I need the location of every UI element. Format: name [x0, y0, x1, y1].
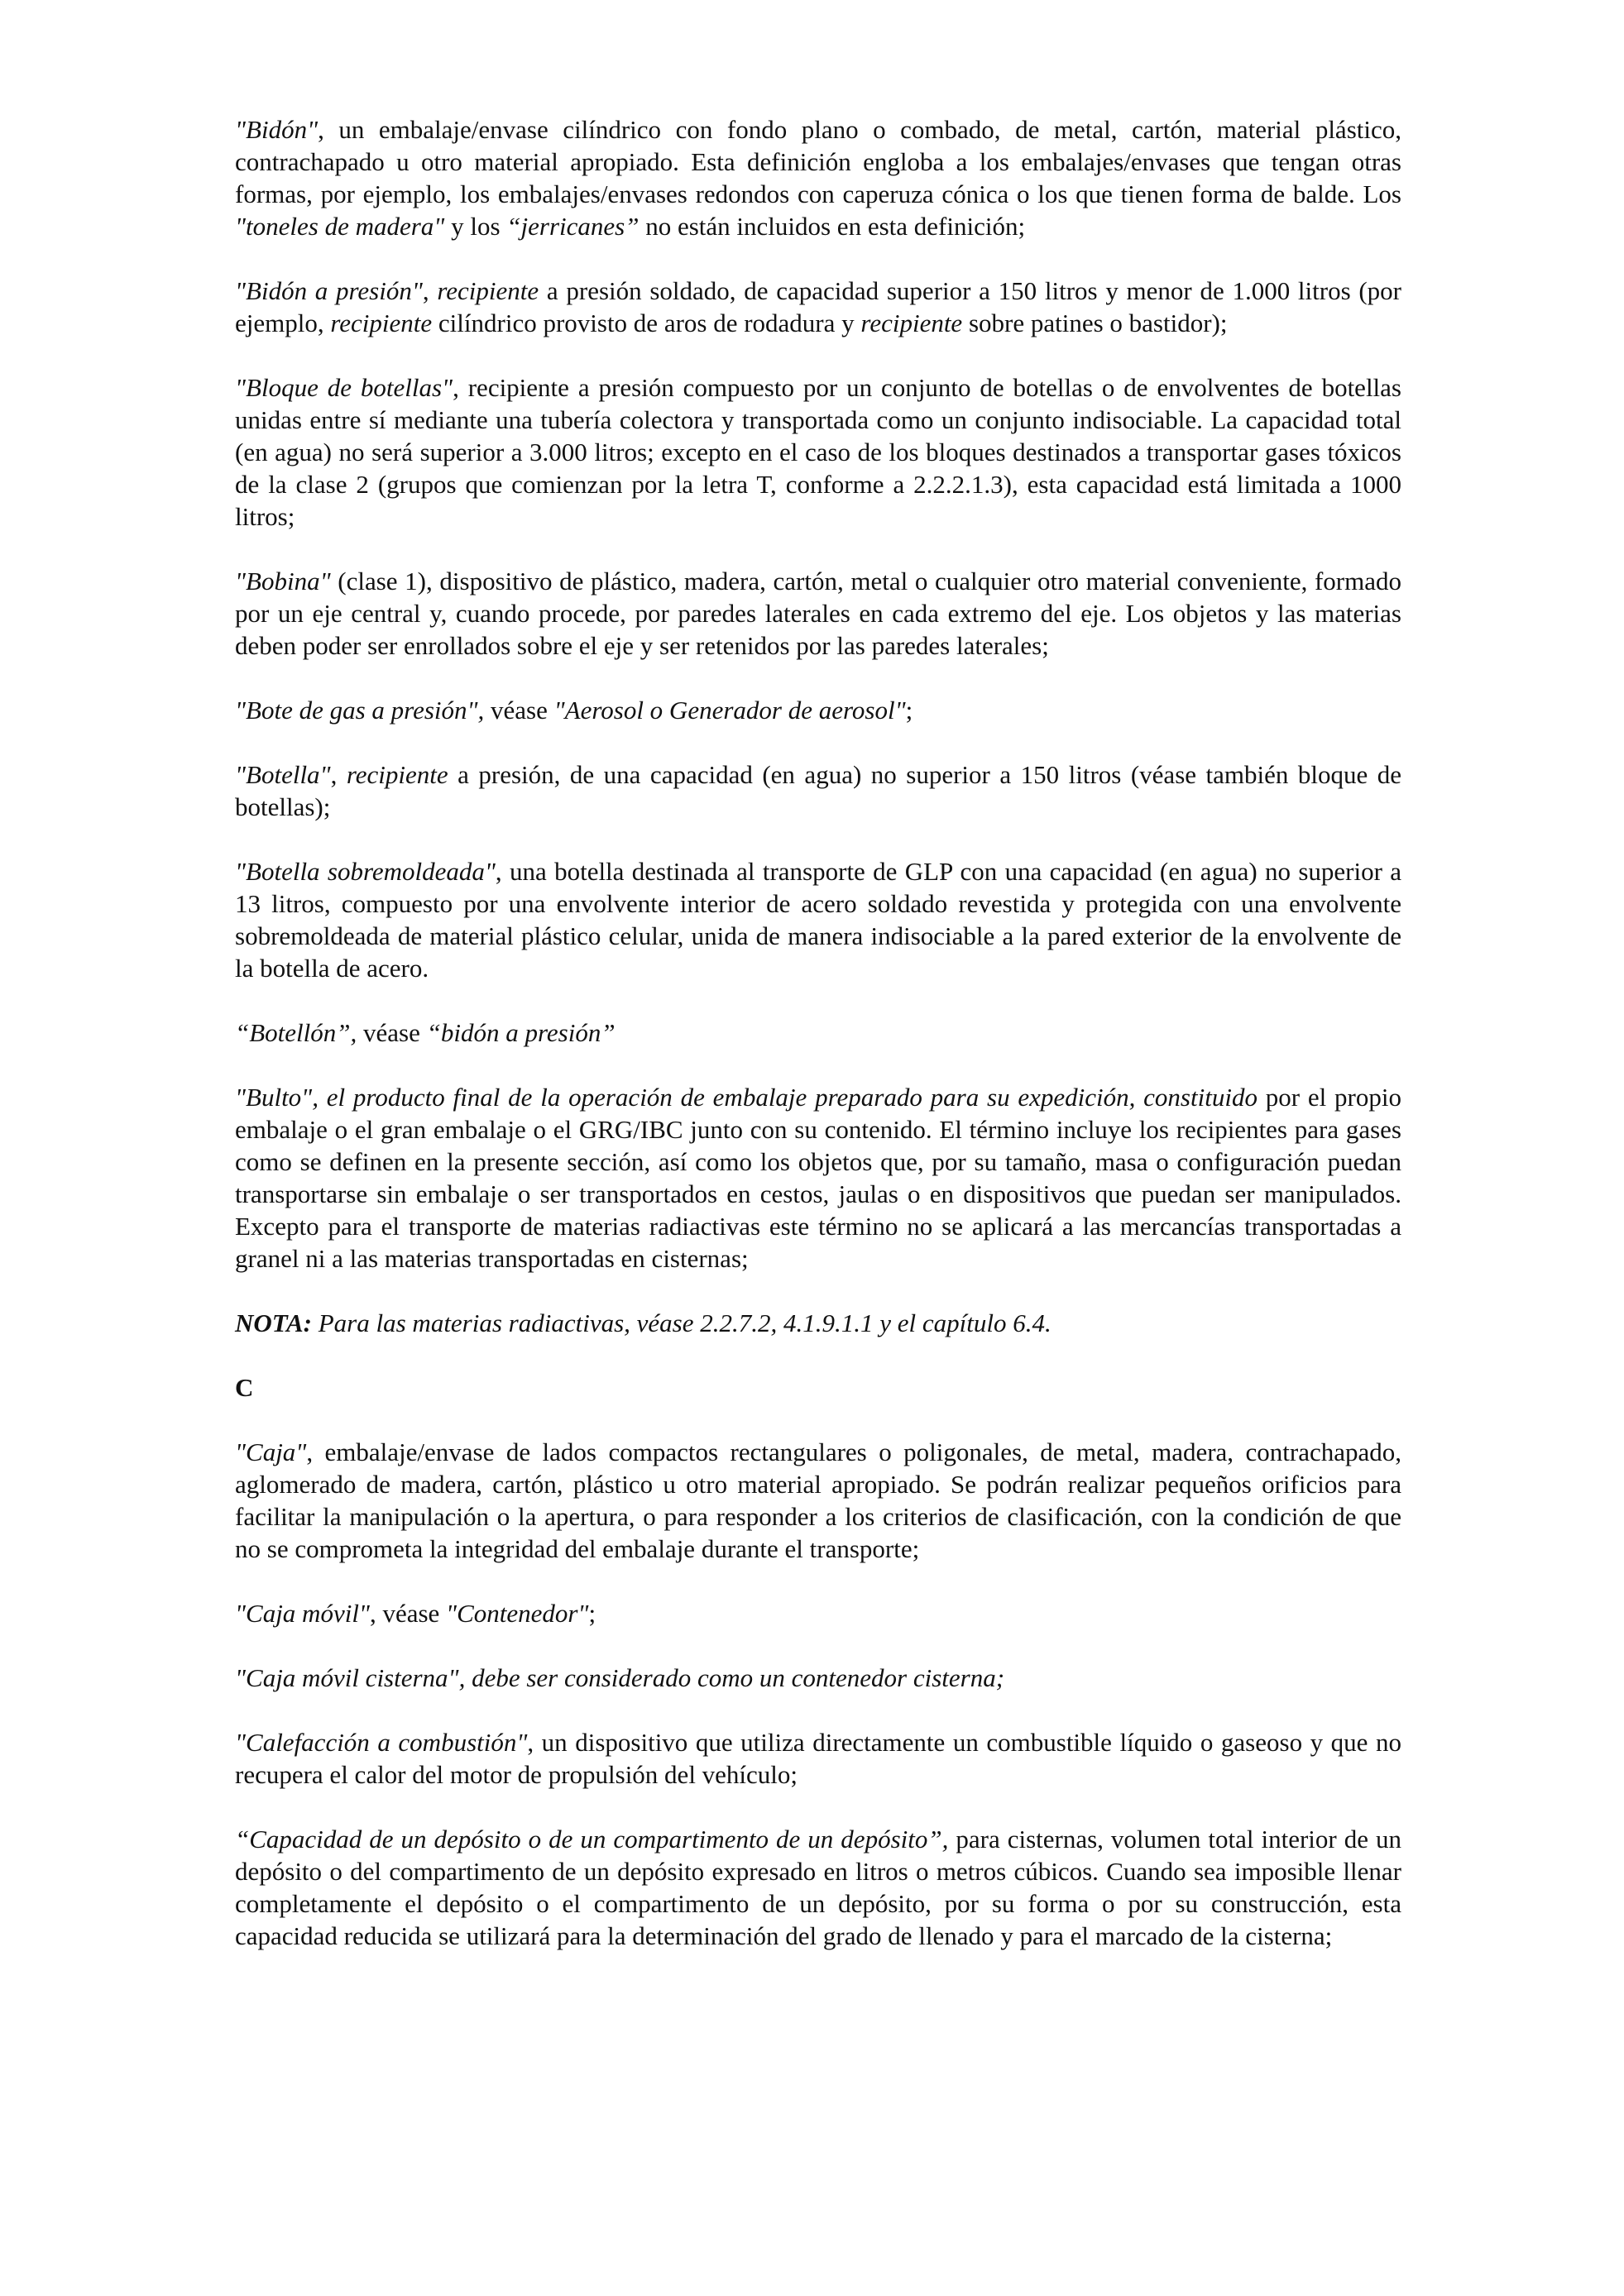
term-text: "Bobina": [235, 567, 331, 596]
term-text: recipiente: [437, 276, 539, 305]
term-text: "Calefacción a combustión": [235, 1728, 528, 1757]
definition-caja: [235, 1436, 1401, 1565]
definition-text: , un embalaje/envase cilíndrico con fondo plano o combado, de metal, cartón, material plástico, contrachapado u otro material apropiado. Esta definición engloba a los embalajes/envases que tengan otras formas, por ejemplo, los embalajes/envases redondos con caperuza cónica o los que tienen forma de balde. Los: [235, 115, 1401, 208]
definition-text: véase: [357, 1018, 427, 1047]
term-text: recipiente: [330, 309, 433, 337]
definition-nota: [235, 1307, 1401, 1339]
definition-bidon-a-presion: [235, 275, 1401, 339]
term-text: “bidón a presión”: [426, 1018, 616, 1047]
definition-caja-movil-cisterna: [235, 1662, 1401, 1694]
definition-text: para cisternas, volumen total interior de un depósito o del compartimento de un depósito expresado en litros o metros cúbicos. Cuando sea imposible llenar completamente el depósito o el compartimento de un depósito, por su forma o por su construcción, esta capacidad reducida se utilizará para la determinación del grado de llenado y para el marcado de la cisterna;: [235, 1825, 1401, 1950]
term-text: "Contenedor": [446, 1599, 589, 1628]
definition-text: ,: [330, 760, 347, 789]
term-text: "Caja": [235, 1437, 307, 1466]
term-text: Para las materias radiactivas, véase 2.2.7.2, 4.1.9.1.1 y el capítulo 6.4.: [312, 1308, 1052, 1337]
definition-botella-sobremoldeada: [235, 855, 1401, 984]
term-text: "Aerosol o Generador de aerosol": [553, 696, 906, 725]
definition-text: ;: [905, 696, 913, 725]
term-text: "Botella": [235, 760, 331, 789]
term-text: “jerricanes”: [506, 212, 640, 241]
definition-bloque-de-botellas: [235, 371, 1401, 533]
term-text: "toneles de madera": [235, 212, 445, 241]
definition-text: , véase: [369, 1599, 447, 1628]
definition-capacidad: [235, 1823, 1401, 1952]
definition-caja-movil: [235, 1597, 1401, 1629]
definition-text: no están incluidos en esta definición;: [639, 212, 1026, 241]
definition-text: , un dispositivo que utiliza directamente un combustible líquido o gaseoso y que no recupera el calor del motor de propulsión del vehículo;: [235, 1728, 1401, 1789]
definition-botellon: [235, 1016, 1401, 1049]
definitions-c: [235, 1436, 1401, 1952]
term-text: "Botella sobremoldeada": [235, 857, 496, 886]
term-text: “Botellón”,: [235, 1018, 357, 1047]
term-text: NOTA:: [235, 1308, 312, 1337]
definition-text: ,: [422, 276, 438, 305]
definition-botella: [235, 758, 1401, 823]
term-text: "Caja móvil": [235, 1599, 370, 1628]
term-text: "Bote de gas a presión",: [235, 696, 485, 725]
term-text: "Bulto", el producto final de la operación de embalaje preparado para su expedición, constituido: [235, 1083, 1258, 1112]
definition-text: (clase 1), dispositivo de plástico, madera, cartón, metal o cualquier otro material conveniente, formado por un eje central y, cuando procede, por paredes laterales en cada extremo del eje. Los objetos y las materias deben poder ser enrollados sobre el eje y ser retenidos por las paredes laterales;: [235, 567, 1401, 660]
definition-text: , una botella destinada al transporte de GLP con una capacidad (en agua) no superior a 13 litros, compuesto por una envolvente interior de acero soldado revestida y protegida con una envolvente sobremoldeada de material plástico celular, unida de manera indisociable a la pared exterior de la envolvente de la botella de acero.: [235, 857, 1401, 983]
definition-calefaccion: [235, 1726, 1401, 1791]
definition-bulto: [235, 1081, 1401, 1275]
definition-text: a presión soldado, de capacidad superior a 150 litros y menor de 1.000 litros (por ejemplo,: [235, 276, 1402, 337]
term-text: "Bloque de botellas": [235, 373, 453, 402]
definition-text: a presión, de una capacidad (en agua) no superior a 150 litros (véase también bloque de botellas);: [235, 760, 1402, 821]
definition-text: por el propio embalaje o el gran embalaje o el GRG/IBC junto con su contenido. El término incluye los recipientes para gases como se definen en la presente sección, así como los objetos que, por su tamaño, masa o configuración puedan transportarse sin embalaje o ser transportados en cestos, jaulas o en dispositivos que puedan ser manipulados. Excepto para el transporte de materias radiactivas este término no se aplicará a las mercancías transportadas a granel ni a las materias transportadas en cisternas;: [235, 1083, 1401, 1273]
term-text: "Caja móvil cisterna", debe ser considerado como un contenedor cisterna;: [235, 1663, 1005, 1692]
document-page: [235, 113, 1401, 1952]
definition-bobina: [235, 565, 1401, 662]
definition-bidon: [235, 113, 1401, 242]
term-text: “Capacidad de un depósito o de un compartimento de un depósito”,: [235, 1825, 949, 1854]
definitions-b: [235, 113, 1401, 1339]
term-text: recipiente: [860, 309, 963, 337]
definition-text: , recipiente a presión compuesto por un conjunto de botellas o de envolventes de botellas unidas entre sí mediante una tubería colectora y transportada como un conjunto indisociable. La capacidad total (en agua) no será superior a 3.000 litros; excepto en el caso de los bloques destinados a transportar gases tóxicos de la clase 2 (grupos que comienzan por la letra T, conforme a 2.2.2.1.3), esta capacidad está limitada a 1000 litros;: [235, 373, 1401, 531]
definition-bote-de-gas: [235, 694, 1401, 726]
definition-text: véase: [484, 696, 554, 725]
section-heading: C: [235, 1373, 254, 1402]
definition-text: y los: [444, 212, 507, 241]
definition-text: ;: [588, 1599, 596, 1628]
definition-text: , embalaje/envase de lados compactos rectangulares o poligonales, de metal, madera, contrachapado, aglomerado de madera, cartón, plástico u otro material apropiado. Se podrán realizar pequeños orificios para facilitar la manipulación o la apertura, o para responder a los criterios de clasificación, con la condición de que no se comprometa la integridad del embalaje durante el transporte;: [235, 1437, 1401, 1563]
definition-text: cilíndrico provisto de aros de rodadura y: [432, 309, 861, 337]
definition-text: sobre patines o bastidor);: [962, 309, 1228, 337]
term-text: "Bidón": [235, 115, 319, 144]
term-text: recipiente: [346, 760, 448, 789]
term-text: "Bidón a presión": [235, 276, 423, 305]
